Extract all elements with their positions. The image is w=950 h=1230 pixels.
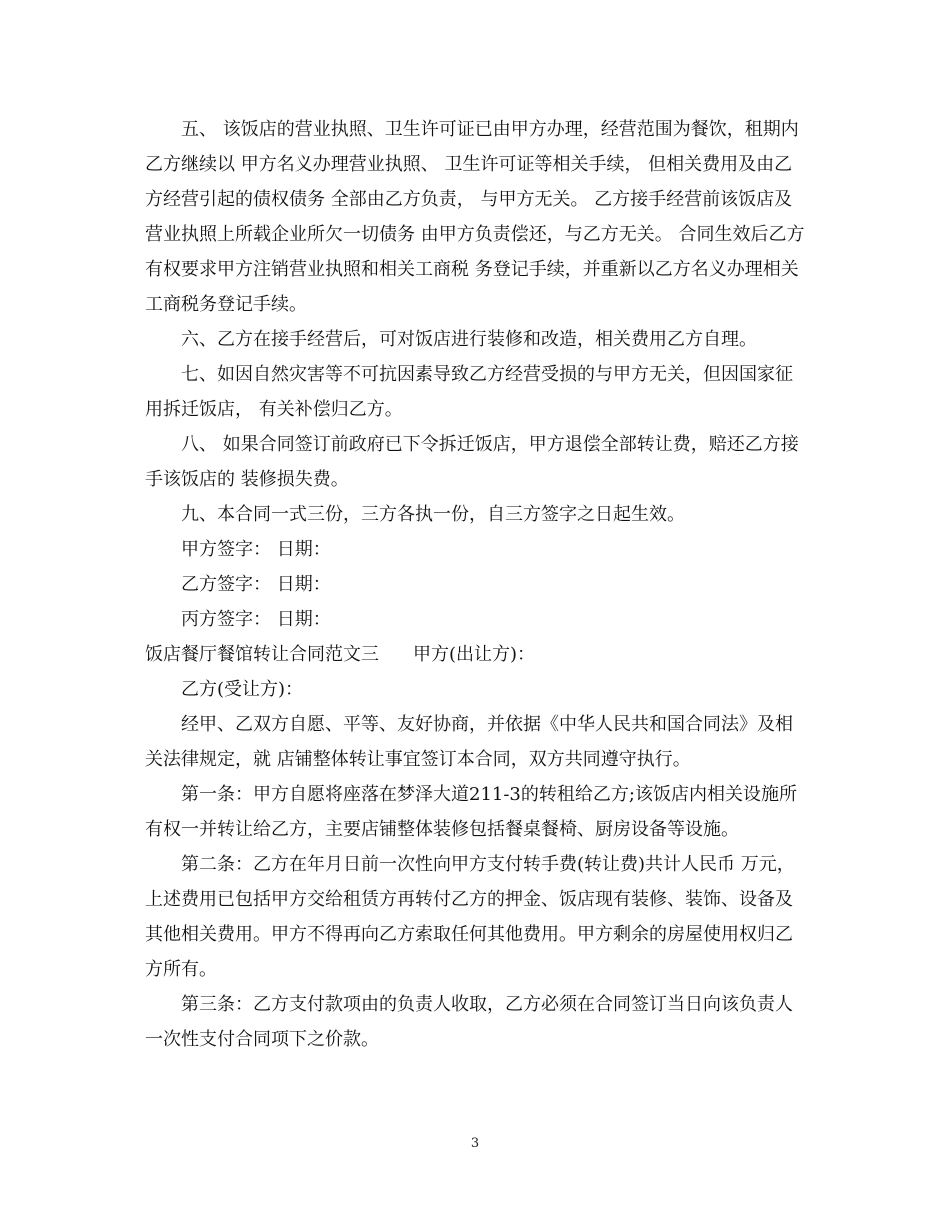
clause-8: 八、 如果合同签订前政府已下令拆迁饭店，甲方退偿全部转让费，赔还乙方接手该饭店的 装修损失费。: [145, 434, 799, 490]
party-a-label: 甲方(出让方)：: [413, 644, 536, 665]
article-1: 第一条：甲方自愿将座落在梦泽大道211-3的转租给乙方;该饭店内相关设施所有权一并转让给乙方，主要店铺整体装修包括餐桌餐椅、厨房设备等设施。: [145, 784, 797, 840]
section-heading-line: [145, 637, 805, 672]
signature-party-b: 乙方签字： 日期：: [181, 574, 331, 595]
signature-party-c: 丙方签字： 日期：: [181, 609, 331, 630]
preamble: 经甲、乙双方自愿、平等、友好协商，并依据《中华人民共和国合同法》及相关法律规定，就 店铺整体转让事宜签订本合同，双方共同遵守执行。: [145, 714, 793, 770]
page-number: 3: [470, 1136, 480, 1151]
clause-6: 六、乙方在接手经营后，可对饭店进行装修和改造，相关费用乙方自理。: [181, 329, 757, 350]
signature-party-a: 甲方签字： 日期：: [181, 539, 331, 560]
article-2: 第二条：乙方在年月日前一次性向甲方支付转手费(转让费)共计人民币 万元，上述费用已包括甲方交给租赁方再转付乙方的押金、饭店现有装修、装饰、设备及其他相关费用。甲方不得再向乙方索取任何其他费用。甲方剩余的房屋使用权归乙方所有。: [145, 854, 795, 980]
clause-7: 七、如因自然灾害等不可抗因素导致乙方经营受损的与甲方无关，但因国家征用拆迁饭店， 有关补偿归乙方。: [145, 364, 793, 420]
party-b-label: 乙方(受让方)：: [181, 679, 304, 700]
document-body: [145, 112, 805, 1057]
clause-9: 九、本合同一式三份，三方各执一份，自三方签字之日起生效。: [181, 504, 685, 525]
clause-5: 五、 该饭店的营业执照、卫生许可证已由甲方办理，经营范围为餐饮，租期内乙方继续以 甲方名义办理营业执照、 卫生许可证等相关手续， 但相关费用及由乙方经营引起的债权债务 全部由乙方负责， 与甲方无关。 乙方接手经营前该饭店及营业执照上所载企业所欠一切债务 由甲方负责偿还，与乙方无关。 合同生效后乙方有权要求甲方注销营业执照和相关工商税 务登记手续，并重新以乙方名义办理相关工商税务登记手续。: [145, 119, 805, 315]
article-3: 第三条：乙方支付款项由的负责人收取，乙方必须在合同签订当日向该负责人一次性支付合同项下之价款。: [145, 994, 793, 1050]
section-title: 饭店餐厅餐馆转让合同范文三: [145, 644, 379, 665]
